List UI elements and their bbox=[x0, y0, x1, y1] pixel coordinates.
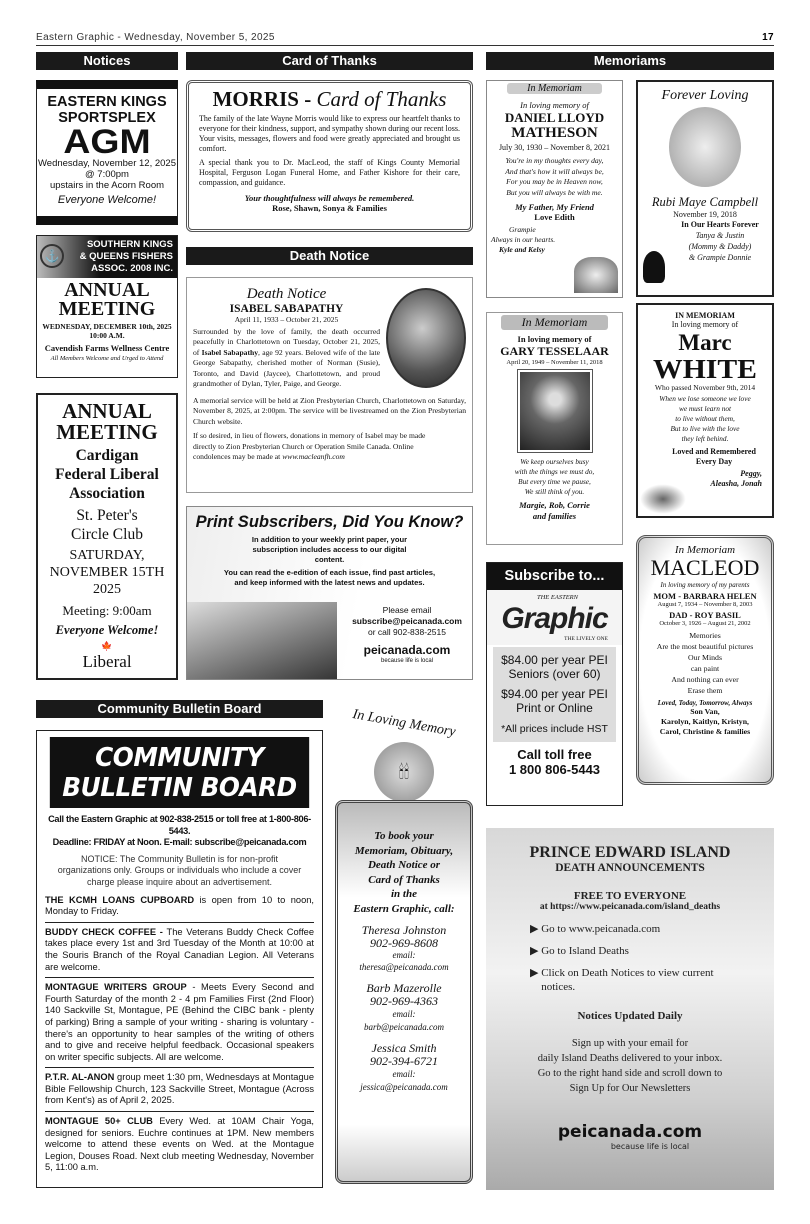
date-line: 2025 bbox=[93, 582, 121, 597]
memoriam-heading: IN MEMORIAM bbox=[675, 311, 735, 320]
intro-line: Eastern Graphic, call: bbox=[353, 902, 455, 915]
bulletin-banner bbox=[50, 737, 309, 808]
banner-line: COMMUNITY bbox=[95, 743, 264, 773]
heading-line: ANNUAL bbox=[64, 279, 150, 301]
name-line: DANIEL LLOYD bbox=[504, 110, 605, 125]
first-name: Marc bbox=[678, 330, 732, 355]
brand-tagline: because life is local bbox=[380, 658, 434, 664]
signature-line: Peggy, bbox=[740, 469, 762, 478]
line: & Grampie Donnie bbox=[688, 253, 752, 262]
venue-line: Circle Club bbox=[71, 526, 143, 543]
life-dates: July 30, 1930 – November 8, 2021 bbox=[498, 143, 611, 152]
signup-line: Go to the right hand side and scroll down to bbox=[537, 1068, 723, 1079]
intro-line: Card of Thanks bbox=[368, 873, 440, 886]
section-card-of-thanks: Card of Thanks bbox=[186, 52, 473, 70]
bulletin-deadline: Deadline: FRIDAY at Noon. E-mail: subscribe@peicanada.com bbox=[52, 837, 307, 848]
heading-line: MEETING bbox=[56, 420, 158, 444]
agm-heading: AGM bbox=[63, 123, 151, 161]
ad-paragraph: In addition to your weekly print paper, your subscription includes access to our digital content. bbox=[251, 535, 408, 564]
community-bulletin-board bbox=[36, 730, 323, 1188]
card-script: Card of Thanks bbox=[316, 87, 447, 111]
email-label: email: bbox=[392, 1069, 416, 1079]
price-line: Seniors (over 60) bbox=[508, 667, 601, 681]
memoriam-script: In Memoriam bbox=[674, 544, 736, 556]
morris-card-of-thanks bbox=[186, 80, 473, 232]
free-label: FREE TO EVERYONE bbox=[573, 890, 687, 902]
deceased-name bbox=[487, 110, 622, 142]
fishers-annual-meeting-ad bbox=[36, 235, 178, 378]
email-label: email: bbox=[392, 950, 416, 960]
ad-title: PRINCE EDWARD ISLAND bbox=[529, 844, 731, 861]
meeting-place: Cavendish Farms Wellness Centre bbox=[44, 343, 170, 353]
meeting-note: All Members Welcome and Urged to Attend bbox=[50, 355, 164, 362]
welcome: Everyone Welcome! bbox=[57, 194, 157, 206]
title-line: EASTERN KINGS bbox=[47, 94, 167, 110]
item-text: - Meets Every Second and Fourth Saturday of the month 2 - 4 pm Families First (2nd Floor) 140 Sackville St, Montague, PE (Behind the CIBC bank - plenty of parking) Bring a sample of your writing - sharing is voluntary - there's an opportunity to hear samples of the writing of others and to give and receive helpful feedback. Occasional speakers on writer specific subjects. All are welcome. bbox=[45, 982, 314, 1062]
brand-logo: peicanada.com bbox=[557, 1122, 703, 1142]
memoriam-banner: In Memoriam bbox=[501, 315, 608, 330]
step-text: Go to www.peicanada.com bbox=[541, 923, 661, 935]
ad-paragraph: You can read the e-edition of each issue, find past articles, and keep informed with the latest news and updates. bbox=[223, 568, 436, 587]
family-name: MACLEOD bbox=[650, 555, 760, 580]
father-name: DAD - ROY BASIL bbox=[669, 610, 741, 620]
life-dates: April 20, 1949 – November 11, 2018 bbox=[506, 359, 603, 366]
laptop-image bbox=[187, 602, 337, 680]
heading-line: MEETING bbox=[58, 298, 156, 320]
passed-date: Who passed November 9th, 2014 bbox=[654, 383, 756, 392]
booking-script: In Loving Memory bbox=[351, 707, 457, 740]
poem bbox=[487, 156, 622, 198]
poem bbox=[638, 394, 772, 444]
remembered-line: Every Day bbox=[695, 457, 733, 466]
portrait-photo bbox=[518, 370, 592, 452]
step-text: Click on Death Notices to view current notices. bbox=[541, 967, 714, 993]
price-panel bbox=[493, 647, 616, 742]
page-number: 17 bbox=[762, 32, 774, 43]
relation: My Father, My Friend bbox=[515, 202, 594, 212]
org-line: & QUEENS FISHERS bbox=[79, 251, 173, 262]
liberal-logo bbox=[38, 640, 176, 671]
memoriam-script: Forever Loving bbox=[661, 88, 749, 103]
intro: In loving memory of bbox=[520, 100, 589, 110]
booking-intro bbox=[338, 829, 470, 916]
banner-line: BULLETIN BOARD bbox=[62, 773, 297, 803]
poem bbox=[487, 457, 622, 497]
contact-name: Barb Mazerolle bbox=[366, 981, 442, 995]
rubi-campbell-memoriam bbox=[636, 80, 774, 297]
text: , age 92 years. Beloved wife of the late George Sabapathy, cherished mother of Norman (Susie), Toronto, and David (Jaycee), Charlottetown, and proud grandmother of Dylan, Tyler, Paige, and George. bbox=[193, 347, 380, 389]
signature-line: and families bbox=[532, 511, 577, 521]
graphic-logo bbox=[487, 590, 622, 645]
item-title: THE KCMH LOANS CUPBOARD bbox=[45, 894, 195, 905]
section-community-bulletin: Community Bulletin Board bbox=[36, 700, 323, 718]
org-line: Association bbox=[69, 485, 145, 502]
arrow-icon: ▶ bbox=[530, 967, 542, 979]
org-line: Cardigan bbox=[75, 447, 139, 464]
signup-line: Sign Up for Our Newsletters bbox=[569, 1083, 691, 1094]
portrait-photo bbox=[386, 288, 466, 388]
divider bbox=[45, 922, 314, 923]
item-title: MONTAGUE WRITERS GROUP bbox=[45, 982, 187, 993]
poem-line: can paint bbox=[690, 664, 720, 673]
bulletin-notice: NOTICE: The Community Bulletin is for non-profit organizations only. Groups or individuals who include a cover charge please inquire about an advertisement. bbox=[57, 853, 302, 887]
note-line: Always in our hearts. bbox=[491, 235, 556, 244]
brand-tagline: because life is local bbox=[610, 1142, 690, 1151]
bulletin-contact: Call the Eastern Graphic at 902-838-2515 or toll free at 1-800-806-5443. bbox=[48, 814, 311, 836]
meeting-heading bbox=[38, 401, 176, 443]
price-line: $94.00 per year PEI bbox=[501, 687, 608, 701]
life-dates: April 11, 1933 – October 21, 2025 bbox=[234, 315, 339, 324]
poem-line: But to live with the love bbox=[670, 424, 740, 433]
contact-email[interactable]: jessica@peicanada.com bbox=[360, 1082, 448, 1092]
print-subscribers-ad bbox=[186, 506, 473, 680]
memoriam-banner: In Memoriam bbox=[507, 83, 602, 94]
deceased-name: ISABEL SABAPATHY bbox=[229, 303, 344, 315]
poem-line: with the things we must do, bbox=[514, 467, 595, 476]
org-line: Federal Liberal bbox=[55, 466, 159, 483]
logo-text: Liberal bbox=[82, 652, 132, 671]
org-line: SOUTHERN KINGS bbox=[86, 239, 173, 250]
item-title: BUDDY CHECK COFFEE - bbox=[45, 926, 167, 937]
poem-line: Erase them bbox=[687, 686, 723, 695]
contact-name: Theresa Johnston bbox=[361, 923, 447, 937]
baby-photo bbox=[669, 107, 741, 187]
daniel-matheson-memoriam bbox=[486, 80, 623, 298]
title-line: SPORTSPLEX bbox=[58, 110, 156, 126]
in-loving-memory-booking-ad bbox=[335, 707, 473, 1188]
step-text: Go to Island Deaths bbox=[541, 945, 629, 957]
contact-phone: 902-394-6721 bbox=[370, 1054, 438, 1068]
toll-free-phone: 1 800 806-5443 bbox=[508, 762, 601, 777]
fishers-header bbox=[37, 236, 177, 278]
item-text: Every Wed. at 10AM Chair Yoga, designed for seniors. Euchre continues at 1PM. New members welcome to attend these events on Wed. at the Montague Legion, Douses Road. Next club meeting Wednesday, November 5, 11:00 a.m. bbox=[45, 1116, 314, 1173]
isabel-death-notice bbox=[186, 277, 473, 493]
hst-note: *All prices include HST bbox=[501, 723, 608, 735]
item-title: P.T.R. AL-ANON bbox=[45, 1072, 115, 1083]
intro: In loving memory of bbox=[517, 334, 592, 344]
text-bold: Isabel Sabapathy bbox=[201, 347, 259, 357]
signature-line: Carol, Christine & families bbox=[659, 727, 751, 736]
puppies-photo bbox=[574, 257, 618, 293]
event-time: @ 7:00pm bbox=[85, 169, 129, 180]
poem-line: You're in my thoughts every day, bbox=[505, 156, 604, 165]
venue-line: St. Peter's bbox=[76, 507, 138, 524]
contact-email[interactable]: barb@peicanada.com bbox=[363, 1022, 444, 1032]
candles-icon: 🕯🕯 bbox=[374, 742, 434, 802]
service-paragraph: A memorial service will be held at Zion Presbyterian Church, Charlottetown on Saturday, November 8, 2025, at 2:00pm. The service will be livestreamed on the Zion Presbyterian Church website. bbox=[193, 396, 466, 426]
card-title bbox=[199, 87, 460, 111]
arrow-icon: ▶ bbox=[530, 923, 542, 935]
phone: or call 902-838-2515 bbox=[368, 627, 446, 637]
angel-silhouette-icon bbox=[643, 251, 665, 283]
signature: Love Edith bbox=[534, 212, 575, 222]
event-place: upstairs in the Acorn Room bbox=[49, 180, 165, 191]
mother-dates: August 7, 1934 – November 8, 2003 bbox=[657, 601, 753, 608]
signature bbox=[638, 469, 772, 489]
child-name: Rubi Maye Campbell bbox=[651, 195, 759, 209]
line: Tanya & Justin bbox=[695, 231, 745, 240]
heading-line: ANNUAL bbox=[62, 399, 152, 423]
pei-death-announcements-ad bbox=[486, 828, 774, 1190]
email-label: Please email bbox=[382, 605, 432, 615]
email-link[interactable]: subscribe@peicanada.com bbox=[352, 616, 462, 626]
org-line: ASSOC. 2008 INC. bbox=[91, 263, 173, 274]
closing: Your thoughtfulness will always be remembered. bbox=[244, 193, 415, 203]
poem-line: For you may be in Heaven now, bbox=[506, 177, 603, 186]
intro-line: To book your bbox=[374, 830, 434, 842]
text: If so desired, in lieu of flowers, donations in memory of Isabel may be made directly to Zion Presbyterian Church or Operation Smile Canada. Online condolences may be made at bbox=[193, 431, 426, 462]
sportsplex-title bbox=[37, 94, 177, 126]
signature-line: Karolyn, Kaitlyn, Kristyn, bbox=[660, 717, 749, 726]
poem-line: When we lose someone we love bbox=[659, 394, 751, 403]
anchor-icon: ⚓ bbox=[40, 244, 64, 268]
signup-text bbox=[486, 1036, 774, 1096]
mother-name: MOM - BARBARA HELEN bbox=[653, 591, 757, 601]
step bbox=[530, 966, 730, 994]
divider bbox=[45, 1067, 314, 1068]
line: In Our Hearts Forever bbox=[681, 220, 759, 229]
intro-line: Death Notice or bbox=[367, 859, 441, 871]
sportsplex-agm-ad bbox=[36, 80, 178, 225]
subscribe-ad bbox=[486, 562, 623, 806]
section-notices: Notices bbox=[36, 52, 178, 70]
item-title: MONTAGUE 50+ CLUB bbox=[45, 1116, 153, 1127]
meeting-time: 10:00 A.M. bbox=[89, 331, 125, 340]
item-text: is open from 10 to noon, Monday to Friday. bbox=[45, 894, 314, 917]
date bbox=[38, 547, 176, 598]
contact-email[interactable]: theresa@peicanada.com bbox=[359, 962, 449, 972]
poem-line: to live without them, bbox=[675, 414, 735, 423]
remembered-line: Loved and Remembered bbox=[672, 447, 756, 456]
date: November 19, 2018 bbox=[673, 210, 737, 219]
brand-logo: peicanada.com bbox=[363, 643, 451, 657]
step bbox=[530, 922, 774, 936]
island-deaths-url[interactable]: at https://www.peicanada.com/island_deaths bbox=[539, 902, 721, 912]
poem-line: But every time we pause, bbox=[518, 477, 591, 486]
price-line: Print or Online bbox=[516, 701, 593, 715]
meeting-heading bbox=[37, 281, 177, 319]
intro: In loving memory of bbox=[671, 320, 739, 329]
welcome: Everyone Welcome! bbox=[55, 623, 159, 637]
logo-small: THE EASTERN bbox=[537, 594, 578, 601]
booking-panel bbox=[335, 800, 473, 1184]
steps-list bbox=[486, 922, 774, 994]
signature: Rose, Shawn, Sonya & Families bbox=[272, 203, 387, 213]
section-death-notice: Death Notice bbox=[186, 247, 473, 265]
intro-line: in the bbox=[391, 888, 417, 900]
poem bbox=[639, 630, 771, 696]
divider bbox=[45, 977, 314, 978]
bulletin-item bbox=[37, 1116, 322, 1174]
text: Surrounded by the love of family, the death occurred peacefully in Charlottetown on Tuesday, October 21, 2025, of bbox=[193, 327, 380, 357]
note-line: Kyle and Kelsy bbox=[499, 245, 545, 254]
deceased-name: GARY TESSELAAR bbox=[500, 344, 609, 358]
signature bbox=[639, 707, 771, 737]
signature-line: Margie, Rob, Corrie bbox=[519, 500, 590, 510]
poem-line: We still think of you. bbox=[524, 487, 585, 496]
signup-line: Sign up with your email for bbox=[571, 1038, 689, 1049]
condolence-link[interactable]: www.macleanfh.com bbox=[282, 452, 345, 462]
poem-line: we must learn not bbox=[678, 404, 732, 413]
poem-line: We keep ourselves busy bbox=[520, 457, 589, 466]
poem-line: Our Minds bbox=[687, 653, 722, 662]
thanks-paragraph: The family of the late Wayne Morris would like to express our heartfelt thanks to everyone for their kindness, support, and sympathy shown during our recent loss. Your visits, messages, flowers and food were greatly appreciated and brought us comfort. bbox=[199, 114, 460, 153]
poem-line: they left behind. bbox=[681, 434, 729, 443]
line: (Mommy & Daddy) bbox=[688, 242, 752, 251]
updated-label: Notices Updated Daily bbox=[577, 1010, 683, 1022]
poem-line: And nothing can ever bbox=[671, 675, 739, 684]
father-dates: October 3, 1926 – August 21, 2002 bbox=[659, 620, 751, 627]
name-line: MATHESON bbox=[511, 125, 598, 141]
bulletin-item bbox=[37, 1072, 322, 1107]
family-name: MORRIS - bbox=[212, 87, 312, 111]
grampie-note bbox=[491, 225, 622, 255]
thanks-paragraph: A special thank you to Dr. MacLeod, the staff of Kings County Memorial Hospital, Ferguson Logan Funeral Home, and Father Kishore for their care, compassion, and guidance. bbox=[199, 158, 460, 187]
meeting-date: WEDNESDAY, DECEMBER 10th, 2025 bbox=[42, 322, 172, 331]
poem-line: But you will always be with me. bbox=[506, 187, 603, 197]
donations-paragraph bbox=[193, 431, 433, 462]
signup-line: daily Island Deaths delivered to your inbox. bbox=[537, 1053, 723, 1064]
bulletin-item bbox=[37, 927, 322, 973]
contact-phone: 902-969-8608 bbox=[370, 936, 438, 950]
org-name bbox=[38, 446, 176, 503]
section-memoriams: Memoriams bbox=[486, 52, 774, 70]
masthead-date: Eastern Graphic - Wednesday, November 5, 2025 bbox=[36, 32, 275, 43]
item-text: group meet 1:30 pm, Wednesdays at Montague Bible Fellowship Church, 123 Sackville Street, Montague (Across from Kent's) as of April 2, 2025. bbox=[45, 1072, 314, 1106]
call-label: Call toll free bbox=[517, 747, 592, 762]
poem-line: Memories bbox=[689, 631, 721, 640]
contact-block bbox=[347, 605, 467, 665]
marc-white-memoriam bbox=[636, 303, 774, 518]
ad-subtitle: DEATH ANNOUNCEMENTS bbox=[555, 862, 705, 874]
booking-contact bbox=[338, 924, 470, 974]
intro-line: Memoriam, Obituary, bbox=[354, 844, 454, 857]
date-line: SATURDAY, bbox=[69, 548, 145, 563]
intro: In loving memory of my parents bbox=[660, 581, 750, 589]
signature-line: Aleasha, Jonah bbox=[710, 479, 762, 488]
masthead bbox=[36, 32, 774, 46]
notice-script: Death Notice bbox=[246, 286, 327, 302]
poem-line: And that's how it will always be, bbox=[505, 166, 604, 176]
item-text: The Veterans Buddy Check Coffee takes place every 1st and 3rd Tuesday of the Month at 10:00 at the Souris Branch of the Royal Canadian Legion. All Veterans are welcome. bbox=[45, 926, 314, 972]
liberal-annual-meeting-ad bbox=[36, 393, 178, 680]
macleod-memoriam bbox=[636, 535, 774, 785]
maple-leaf-icon: 🍁 bbox=[101, 641, 113, 651]
bulletin-item bbox=[37, 982, 322, 1063]
divider bbox=[45, 1111, 314, 1112]
booking-contact bbox=[338, 1042, 470, 1094]
bulletin-item bbox=[37, 895, 322, 918]
logo-text: Graphic bbox=[501, 602, 608, 635]
loved-line: Loved, Today, Tomorrow, Always bbox=[657, 699, 753, 707]
subscribe-title: Subscribe to... bbox=[487, 563, 622, 590]
logo-tagline: THE LIVELY ONE bbox=[564, 636, 608, 642]
venue bbox=[38, 506, 176, 544]
contact-name: Jessica Smith bbox=[371, 1041, 437, 1055]
signature bbox=[487, 500, 622, 522]
note-line: Grampie bbox=[509, 225, 536, 234]
email-label: email: bbox=[392, 1009, 416, 1019]
ad-title: Print Subscribers, Did You Know? bbox=[195, 513, 464, 531]
gary-tesselaar-memoriam bbox=[486, 312, 623, 545]
step bbox=[530, 944, 774, 958]
last-name: WHITE bbox=[653, 354, 757, 384]
remembered bbox=[638, 447, 772, 467]
event-date: Wednesday, November 12, 2025 bbox=[37, 158, 176, 169]
meeting-time: Meeting: 9:00am bbox=[62, 603, 152, 618]
booking-contact bbox=[338, 982, 470, 1034]
date-line: NOVEMBER 15TH bbox=[49, 565, 165, 580]
price-line: $84.00 per year PEI bbox=[501, 653, 608, 667]
signature-line: Son Van, bbox=[690, 707, 720, 716]
contact-phone: 902-969-4363 bbox=[370, 994, 438, 1008]
arrow-icon: ▶ bbox=[530, 945, 542, 957]
poem-line: Are the most beautiful pictures bbox=[656, 642, 754, 651]
